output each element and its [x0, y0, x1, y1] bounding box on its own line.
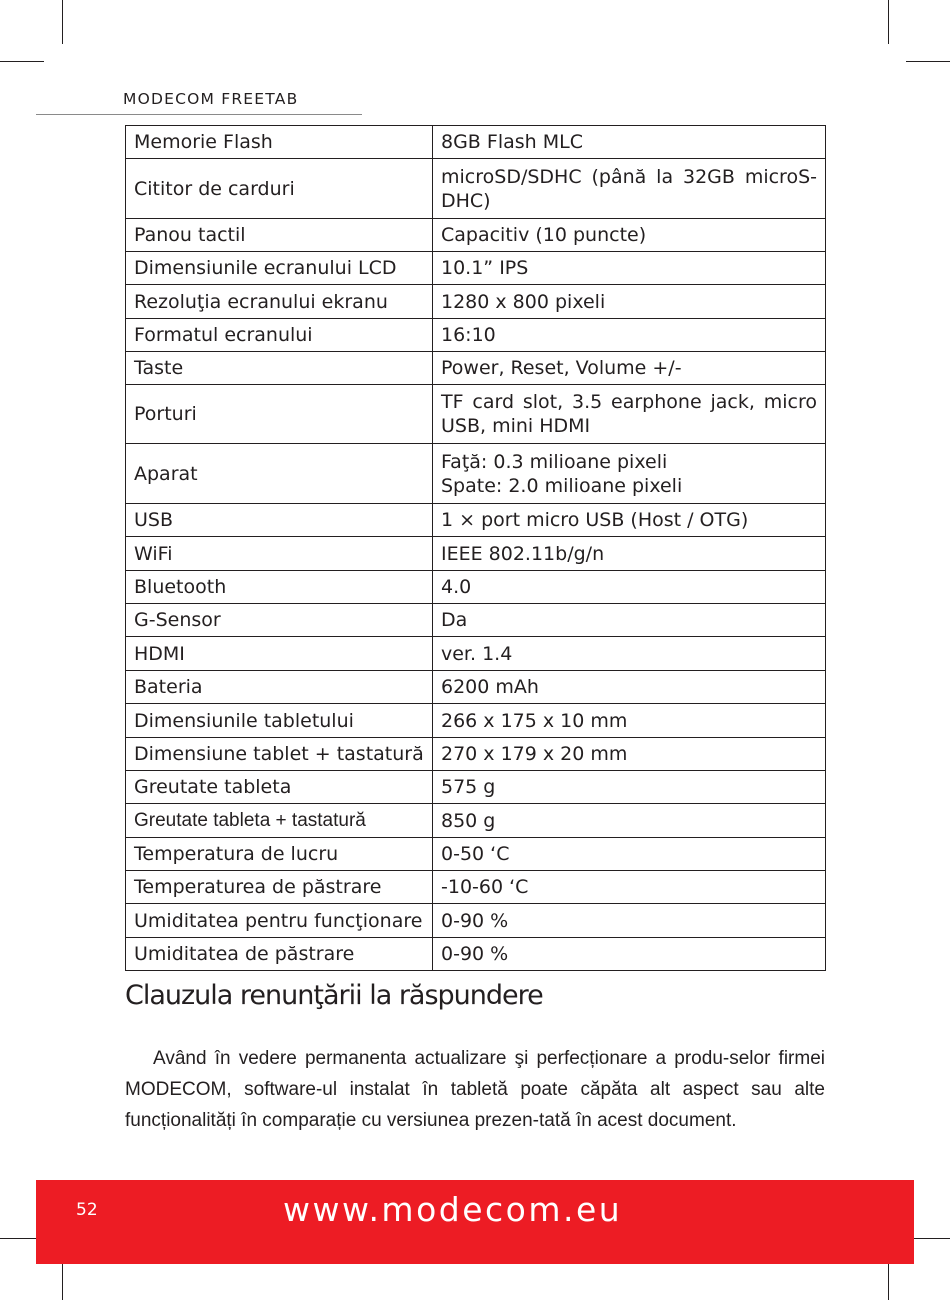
spec-key: Memorie Flash — [126, 126, 433, 159]
table-row — [126, 604, 826, 637]
table-row — [126, 804, 826, 838]
spec-value: 16:10 — [433, 319, 826, 352]
spec-key: Panou tactil — [126, 219, 433, 252]
table-row — [126, 771, 826, 804]
spec-key: Dimensiunile ecranului LCD — [126, 252, 433, 285]
spec-key: Dimensiunile tabletului — [126, 704, 433, 738]
spec-key: Dimensiune tablet + tastatură — [126, 738, 433, 771]
table-row — [126, 904, 826, 938]
spec-value: Da — [433, 604, 826, 637]
spec-value: 8GB Flash MLC — [433, 126, 826, 159]
crop-mark — [62, 0, 63, 44]
table-row — [126, 637, 826, 671]
table-row — [126, 537, 826, 571]
spec-value: 4.0 — [433, 571, 826, 604]
table-row — [126, 385, 826, 444]
spec-value: 270 x 179 x 20 mm — [433, 738, 826, 771]
disclaimer-paragraph: Având în vedere permanenta actualizare şi perfecționare a produ-selor firmei MODECOM, software-ul instalat în tabletă poate căpăta alt aspect sau alte funcționalități în comparație cu versiunea prezen-tată în acest document. — [125, 1048, 825, 1131]
spec-table — [125, 125, 826, 971]
website-link[interactable]: www.modecom.eu — [283, 1190, 623, 1229]
spec-key: Umiditatea de păstrare — [126, 938, 433, 971]
spec-value: Capacitiv (10 puncte) — [433, 219, 826, 252]
crop-mark — [0, 61, 44, 62]
spec-key: Greutate tableta + tastatură — [126, 804, 433, 838]
spec-value: ver. 1.4 — [433, 637, 826, 671]
spec-key: Bateria — [126, 671, 433, 704]
spec-value: 0-50 ‘C — [433, 838, 826, 871]
table-row — [126, 704, 826, 738]
spec-value: 266 x 175 x 10 mm — [433, 704, 826, 738]
spec-value: 10.1” IPS — [433, 252, 826, 285]
page-number: 52 — [76, 1200, 98, 1220]
section-title: Clauzula renunţării la răspundere — [125, 980, 543, 1011]
spec-key: Formatul ecranului — [126, 319, 433, 352]
spec-value: IEEE 802.11b/g/n — [433, 537, 826, 571]
spec-value-line: Faţă: 0.3 milioane pixeli — [441, 450, 668, 473]
spec-value: 0-90 % — [433, 904, 826, 938]
spec-key: Taste — [126, 352, 433, 385]
table-row — [126, 219, 826, 252]
table-row — [126, 444, 826, 504]
spec-key: Aparat — [126, 444, 433, 504]
spec-key: USB — [126, 504, 433, 537]
table-row — [126, 838, 826, 871]
footer-bar — [36, 1180, 914, 1264]
spec-value: 0-90 % — [433, 938, 826, 971]
crop-mark — [888, 0, 889, 44]
table-row — [126, 159, 826, 219]
table-row — [126, 871, 826, 904]
spec-value: -10-60 ‘C — [433, 871, 826, 904]
header-rule — [36, 114, 362, 115]
spec-value: microSD/SDHC (până la 32GB microS-DHC) — [433, 159, 826, 219]
spec-table-body — [126, 126, 826, 971]
spec-key: WiFi — [126, 537, 433, 571]
spec-value: 575 g — [433, 771, 826, 804]
spec-value-line: Spate: 2.0 milioane pixeli — [441, 474, 683, 497]
table-row — [126, 285, 826, 319]
spec-key: Porturi — [126, 385, 433, 444]
table-row — [126, 938, 826, 971]
spec-key: Temperatura de lucru — [126, 838, 433, 871]
spec-key: Umiditatea pentru funcţionare — [126, 904, 433, 938]
spec-value: Power, Reset, Volume +/- — [433, 352, 826, 385]
table-row — [126, 126, 826, 159]
table-row — [126, 504, 826, 537]
table-row — [126, 571, 826, 604]
spec-value: 6200 mAh — [433, 671, 826, 704]
table-row — [126, 352, 826, 385]
spec-value: 850 g — [433, 804, 826, 838]
table-row — [126, 319, 826, 352]
spec-value: 1 × port micro USB (Host / OTG) — [433, 504, 826, 537]
table-row — [126, 252, 826, 285]
crop-mark — [906, 61, 950, 62]
spec-key: Cititor de carduri — [126, 159, 433, 219]
spec-key: G-Sensor — [126, 604, 433, 637]
spec-key: Temperaturea de păstrare — [126, 871, 433, 904]
table-row — [126, 671, 826, 704]
spec-value: TF card slot, 3.5 earphone jack, micro USB, mini HDMI — [433, 385, 826, 444]
spec-value — [433, 444, 826, 504]
spec-key: Greutate tableta — [126, 771, 433, 804]
spec-key: HDMI — [126, 637, 433, 671]
spec-value: 1280 x 800 pixeli — [433, 285, 826, 319]
spec-key: Bluetooth — [126, 571, 433, 604]
table-row — [126, 738, 826, 771]
spec-key: Rezoluţia ecranului ekranu — [126, 285, 433, 319]
running-header: MODECOM FREETAB — [123, 90, 299, 108]
